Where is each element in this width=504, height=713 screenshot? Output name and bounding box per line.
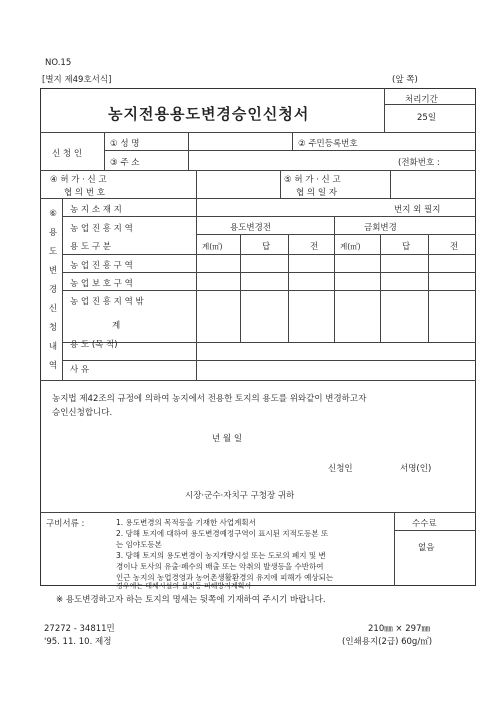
permit-date-label-1: ⑤ 허 가 · 신 고	[284, 175, 341, 185]
statement-line-1: 농지법 제42조의 규정에 의하여 농지에서 전용한 토지의 용도를 위와같이 변경하고자	[52, 394, 367, 404]
change-side-label	[46, 205, 60, 376]
promo-area-label: 농 업 진 흥 지 역	[70, 224, 133, 234]
side-label-char: 내	[48, 342, 58, 352]
permit-number-label-2: 협 의 번 호	[64, 188, 105, 198]
side-label-char: 경	[48, 285, 58, 295]
side-label-char: 변	[48, 266, 58, 276]
footer-paper-size: 210㎜ × 297㎜	[368, 624, 430, 634]
statement-line-2: 승인신청합니다.	[52, 408, 113, 418]
side-label-char: 도	[48, 247, 58, 257]
side-label-char: ⑥	[49, 209, 57, 219]
before-paddy-header: 답	[262, 242, 271, 252]
applicant-label: 신 청 인	[52, 149, 83, 159]
after-change-label: 금회변경	[364, 223, 397, 233]
document-item-2-cont: 는 임야도등본	[116, 540, 162, 549]
footer-paper-type: (인쇄용지(2급) 60g/㎡)	[342, 637, 433, 647]
permit-number-label-1: ④ 허 가 · 신 고	[50, 175, 107, 185]
page-side-label: (앞 쪽)	[392, 75, 418, 85]
after-total-header: 계(㎡)	[340, 242, 361, 251]
side-label-char: 청	[48, 323, 58, 333]
recipient: 시장·군수·자치구 구청장 귀하	[185, 491, 295, 501]
reason-label: 사 유	[70, 365, 90, 375]
documents-label: 구비서류 :	[46, 519, 85, 529]
side-label-char: 용	[48, 228, 58, 238]
applicant-signature-label: 신청인	[328, 464, 353, 474]
use-type-label: 용 도 구 분	[70, 242, 111, 252]
after-field-header: 전	[450, 242, 459, 252]
location-label: 농 지 소 재 지	[70, 205, 122, 215]
document-item-3-cont-3: 경우에는 대체시설의 설치등 피해방지계획서	[116, 582, 252, 590]
location-value: 번지 외 필지	[394, 205, 441, 215]
regno-label: ② 주민등록번호	[298, 139, 358, 149]
before-change-label: 용도변경전	[230, 223, 272, 233]
row-promo-zone: 농 업 진 흥 구 역	[70, 261, 133, 271]
side-label-char: 역	[48, 361, 58, 371]
permit-date-label-2: 협 의 일 자	[296, 188, 337, 198]
fee-value: 없음	[418, 543, 435, 553]
fee-label: 수수료	[412, 519, 437, 529]
row-protection-zone: 농 업 보 호 구 역	[70, 279, 133, 289]
note-text: ※ 용도변경하고자 하는 토지의 명세는 뒷쪽에 기재하여 주시기 바랍니다.	[56, 595, 326, 605]
application-date: 년 월 일	[212, 434, 243, 444]
row-total: 계	[112, 321, 121, 331]
footer-date: '95. 11. 10. 제정	[44, 637, 112, 647]
document-item-3: 3. 당해 토지의 용도변경이 농지개량시설 또는 도로의 폐지 및 변	[116, 551, 326, 560]
attachment-label: [별지 제49호서식]	[42, 75, 112, 85]
name-label: ① 성 명	[110, 139, 140, 149]
before-total-header: 계(㎡)	[202, 242, 223, 251]
footer-code: 27272 - 34811민	[44, 624, 115, 634]
document-item-3-cont-1: 경이나 토사의 유출·폐수의 배출 또는 악취의 발생등을 수반하여	[116, 562, 324, 571]
document-item-1: 1. 용도변경의 목적등을 기재한 사업계획서	[116, 518, 256, 527]
before-field-header: 전	[310, 242, 319, 252]
document-item-2: 2. 당해 토지에 대하여 용도변경예정구역이 표시된 지적도등본 또	[116, 529, 329, 538]
row-outside-zone: 농 업 진 흥 지 역 밖	[70, 297, 144, 307]
phone-label: (전화번호 :	[398, 158, 440, 168]
purpose-label: 용 도 (목 적)	[70, 340, 118, 350]
processing-period-value: 25일	[417, 113, 437, 123]
form-title: 농지전용용도변경승인신청서	[108, 105, 310, 123]
form-number: NO.15	[45, 58, 72, 68]
signature-seal-label: 서명(인)	[400, 464, 432, 474]
address-label: ③ 주 소	[110, 158, 140, 168]
after-paddy-header: 답	[402, 242, 411, 252]
document-item-3-cont-2: 인근 농지의 농업경영과 농어촌생활환경의 유지에 피해가 예상되는	[116, 573, 334, 582]
processing-period-label: 처리기간	[405, 95, 438, 105]
side-label-char: 신	[48, 304, 58, 314]
